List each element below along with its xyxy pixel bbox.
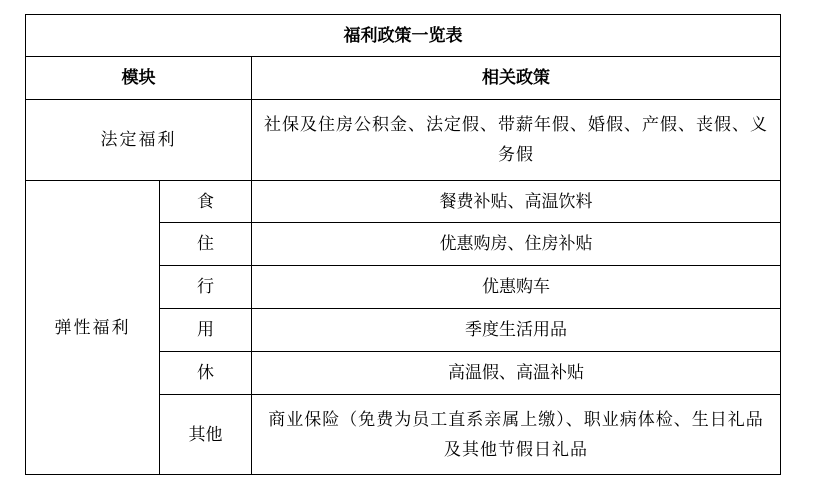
- category-cell: 其他: [160, 395, 252, 475]
- category-cell: 休: [160, 352, 252, 395]
- policy-cell: 优惠购房、住房补贴: [252, 223, 781, 266]
- category-cell: 食: [160, 181, 252, 223]
- table-row: [26, 181, 781, 223]
- statutory-policy-cell: 社保及住房公积金、法定假、带薪年假、婚假、产假、丧假、义务假: [252, 100, 781, 181]
- policy-cell: 季度生活用品: [252, 309, 781, 352]
- title-row: [26, 15, 781, 57]
- policy-cell: 餐费补贴、高温饮料: [252, 181, 781, 223]
- header-row: [26, 57, 781, 100]
- policy-header: 相关政策: [252, 57, 781, 100]
- category-cell: 行: [160, 266, 252, 309]
- welfare-policy-table: [25, 14, 781, 475]
- category-cell: 用: [160, 309, 252, 352]
- category-cell: 住: [160, 223, 252, 266]
- policy-cell: 高温假、高温补贴: [252, 352, 781, 395]
- module-header: 模块: [26, 57, 252, 100]
- statutory-module-cell: 法定福利: [26, 100, 252, 181]
- table-row: [26, 100, 781, 181]
- flexible-module-cell: 弹性福利: [26, 181, 160, 475]
- table-title: 福利政策一览表: [26, 15, 781, 57]
- policy-cell: 优惠购车: [252, 266, 781, 309]
- policy-cell: 商业保险（免费为员工直系亲属上缴）、职业病体检、生日礼品及其他节假日礼品: [252, 395, 781, 475]
